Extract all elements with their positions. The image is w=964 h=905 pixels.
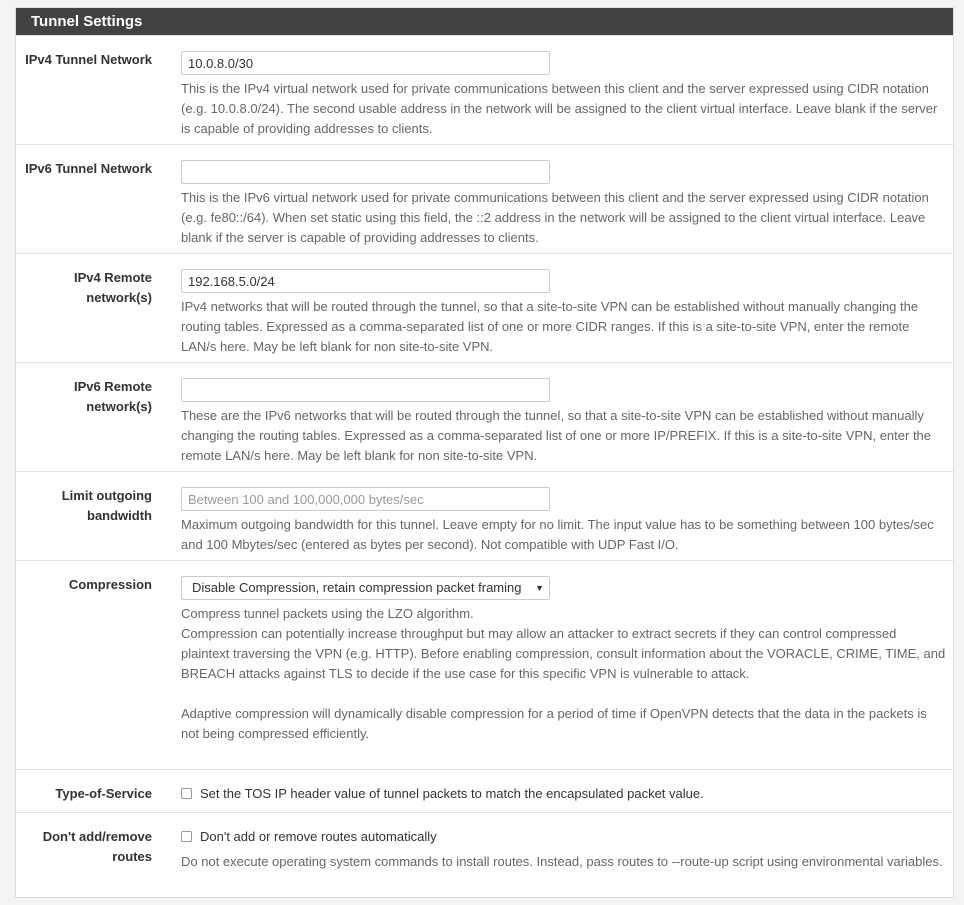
bandwidth-limit-input[interactable]: [181, 487, 550, 511]
ipv6-remote-networks-label: IPv6 Remote network(s): [73, 379, 152, 414]
compression-help: [181, 604, 947, 744]
type-of-service-checkbox-label: Set the TOS IP header value of tunnel packets to match the encapsulated packet value.: [200, 786, 704, 801]
compression-help-adaptive: Adaptive compression will dynamically disable compression for a period of time if OpenVPN detects that the data in the packets is not being compressed efficiently.: [181, 706, 927, 741]
compression-label: Compression: [68, 577, 152, 592]
routes-row: [16, 812, 953, 897]
ipv6-remote-networks-input[interactable]: [181, 378, 550, 402]
panel-title: Tunnel Settings: [16, 8, 953, 35]
ipv4-remote-networks-row: [16, 253, 953, 362]
compression-selected-value: Disable Compression, retain compression packet framing: [192, 580, 522, 595]
tunnel-settings-panel: [15, 7, 954, 898]
bandwidth-limit-row: [16, 471, 953, 560]
type-of-service-label: Type-of-Service: [55, 786, 152, 801]
ipv4-remote-networks-input[interactable]: [181, 269, 550, 293]
routes-checkbox[interactable]: [181, 831, 192, 842]
ipv4-remote-networks-help: IPv4 networks that will be routed through the tunnel, so that a site-to-site VPN can be established without manually changing the routing tables. Expressed as a comma-separated list of one or more CIDR ranges. If this is a site-to-site VPN, enter the remote LAN/s here. May be left blank for non site-to-site VPN.: [181, 299, 919, 354]
ipv6-remote-networks-row: [16, 362, 953, 471]
routes-option[interactable]: [181, 827, 947, 847]
ipv4-remote-networks-label: IPv4 Remote network(s): [73, 270, 152, 305]
type-of-service-checkbox[interactable]: [181, 788, 192, 799]
chevron-down-icon: ▼: [535, 583, 544, 593]
bandwidth-limit-label: Limit outgoing bandwidth: [61, 488, 152, 523]
compression-select[interactable]: [181, 576, 550, 600]
compression-help-line: Compress tunnel packets using the LZO algorithm.: [181, 606, 474, 621]
ipv6-remote-networks-help: These are the IPv6 networks that will be routed through the tunnel, so that a site-to-site VPN can be established without manually changing the routing tables. Expressed as a comma-separated list of one or more IP/PREFIX. If this is a site-to-site VPN, enter the remote LAN/s here. May be left blank for non site-to-site VPN.: [181, 408, 932, 463]
type-of-service-option[interactable]: [181, 784, 947, 804]
type-of-service-row: [16, 769, 953, 812]
ipv4-tunnel-network-help: This is the IPv4 virtual network used for private communications between this client and the server expressed using CIDR notation (e.g. 10.0.8.0/24). The second usable address in the network will be assigned to the client virtual interface. Leave blank if the server is capable of providing addresses to clients.: [181, 81, 938, 136]
compression-help-warning: Compression can potentially increase throughput but may allow an attacker to extract secrets if they can control compressed plaintext traversing the VPN (e.g. HTTP). Before enabling compression, consult information about the VORACLE, CRIME, TIME, and BREACH attacks against TLS to decide if the use case for this specific VPN is vulnerable to attack.: [181, 626, 946, 681]
ipv4-tunnel-network-input[interactable]: [181, 51, 550, 75]
ipv6-tunnel-network-label: IPv6 Tunnel Network: [25, 161, 152, 176]
ipv4-tunnel-network-label: IPv4 Tunnel Network: [25, 52, 152, 67]
ipv4-tunnel-network-row: [16, 35, 953, 144]
compression-row: [16, 560, 953, 769]
ipv6-tunnel-network-row: [16, 144, 953, 253]
bandwidth-limit-help: Maximum outgoing bandwidth for this tunnel. Leave empty for no limit. The input value has to be something between 100 bytes/sec and 100 Mbytes/sec (entered as bytes per second). Not compatible with UDP Fast I/O.: [181, 517, 934, 552]
routes-help: Do not execute operating system commands to install routes. Instead, pass routes to --route-up script using environmental variables.: [181, 854, 943, 869]
routes-checkbox-label: Don't add or remove routes automatically: [200, 829, 437, 844]
ipv6-tunnel-network-help: This is the IPv6 virtual network used for private communications between this client and the server expressed using CIDR notation (e.g. fe80::/64). When set static using this field, the ::2 address in the network will be assigned to the client virtual interface. Leave blank if the server is capable of providing addresses to clients.: [181, 190, 929, 245]
ipv6-tunnel-network-input[interactable]: [181, 160, 550, 184]
routes-label: Don't add/remove routes: [42, 829, 152, 864]
